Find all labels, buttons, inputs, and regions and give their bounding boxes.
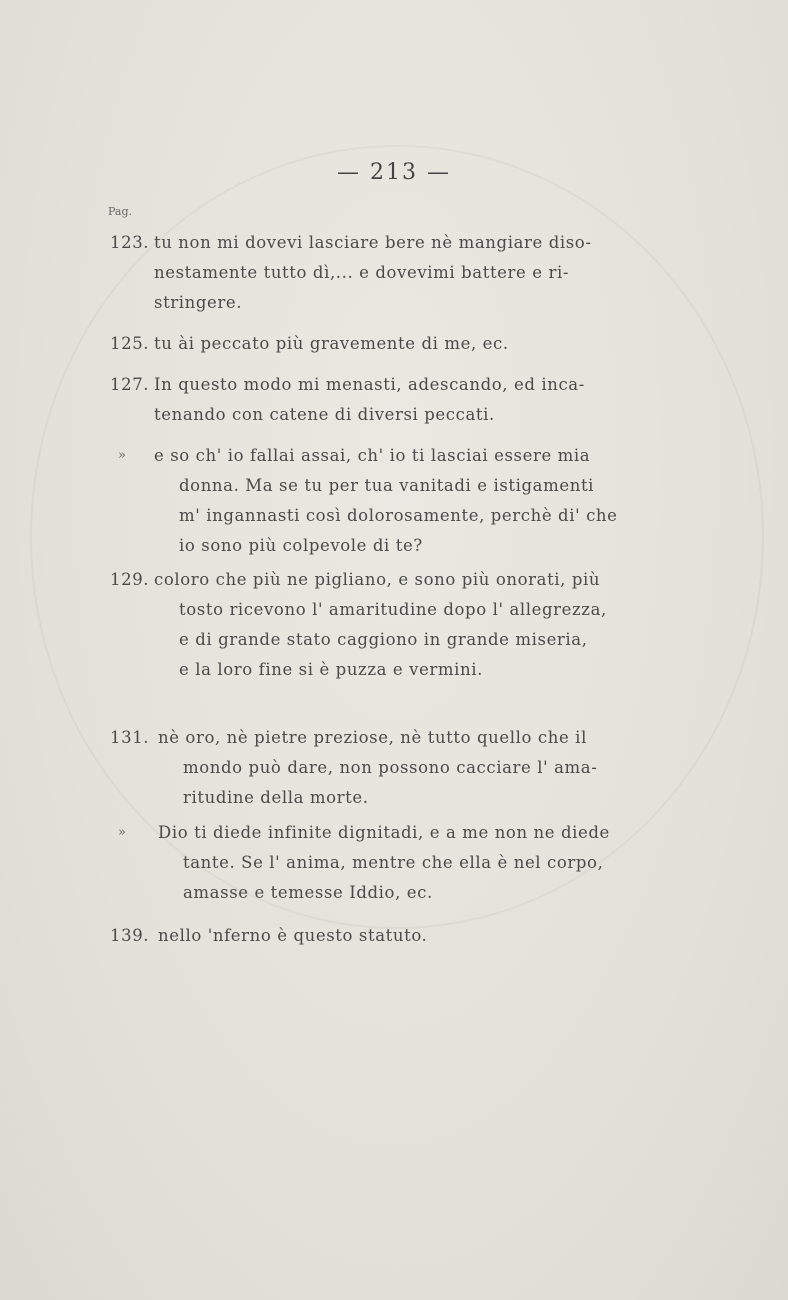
entry-number: 131. (110, 728, 150, 747)
text-line: m' ingannasti così dolorosamente, perchè di' che (179, 506, 618, 525)
text-line: tosto ricevono l' amaritudine dopo l' allegrezza, (179, 600, 607, 619)
entry-number: 127. (110, 375, 150, 394)
text-line: mondo può dare, non possono cacciare l' ama- (183, 758, 598, 777)
entry-text (154, 441, 618, 561)
text-line: nestamente tutto dì,... e dovevimi battere e ri- (154, 263, 569, 282)
text-line: e so ch' io fallai assai, ch' io ti lasciai essere mia (154, 446, 591, 465)
entry-text (158, 723, 602, 813)
text-line: tu ài peccato più gravemente di me, ec. (154, 334, 509, 353)
text-line: donna. Ma se tu per tua vanitadi e istigamenti (179, 476, 595, 495)
text-line: nello 'nferno è questo statuto. (158, 926, 428, 945)
pag-label: Pag. (108, 205, 133, 218)
text-line: nè oro, nè pietre preziose, nè tutto quello che il (158, 728, 587, 747)
entry-number: 123. (110, 233, 150, 252)
entry-text (158, 818, 610, 908)
text-line: stringere. (154, 293, 243, 312)
text-line: tu non mi dovevi lasciare bere nè mangiare diso- (154, 233, 592, 252)
page-number-header: — 213 — (337, 160, 451, 185)
entry-text (158, 921, 602, 951)
text-line: ritudine della morte. (183, 788, 369, 807)
text-line: tenando con catene di diversi peccati. (154, 405, 495, 424)
text-line: Dio ti diede infinite dignitadi, e a me non ne diede (158, 823, 610, 842)
text-line: e la loro fine si è puzza e vermini. (179, 660, 483, 679)
text-line: tante. Se l' anima, mentre che ella è nel corpo, (183, 853, 604, 872)
text-line: coloro che più ne pigliano, e sono più onorati, più (154, 570, 601, 589)
entry-text (154, 565, 607, 685)
text-line: amasse e temesse Iddio, ec. (183, 883, 433, 902)
entry-number: 139. (110, 926, 150, 945)
entry-text (154, 228, 594, 318)
entry-number: 129. (110, 570, 150, 589)
ditto-marker: » (118, 448, 127, 463)
entry-text (154, 329, 594, 359)
text-line: e di grande stato caggiono in grande miseria, (179, 630, 588, 649)
text-line: In questo modo mi menasti, adescando, ed inca- (154, 375, 585, 394)
text-line: io sono più colpevole di te? (179, 536, 423, 555)
entry-number: 125. (110, 334, 150, 353)
entry-text (154, 370, 594, 430)
ditto-marker: » (118, 825, 127, 840)
